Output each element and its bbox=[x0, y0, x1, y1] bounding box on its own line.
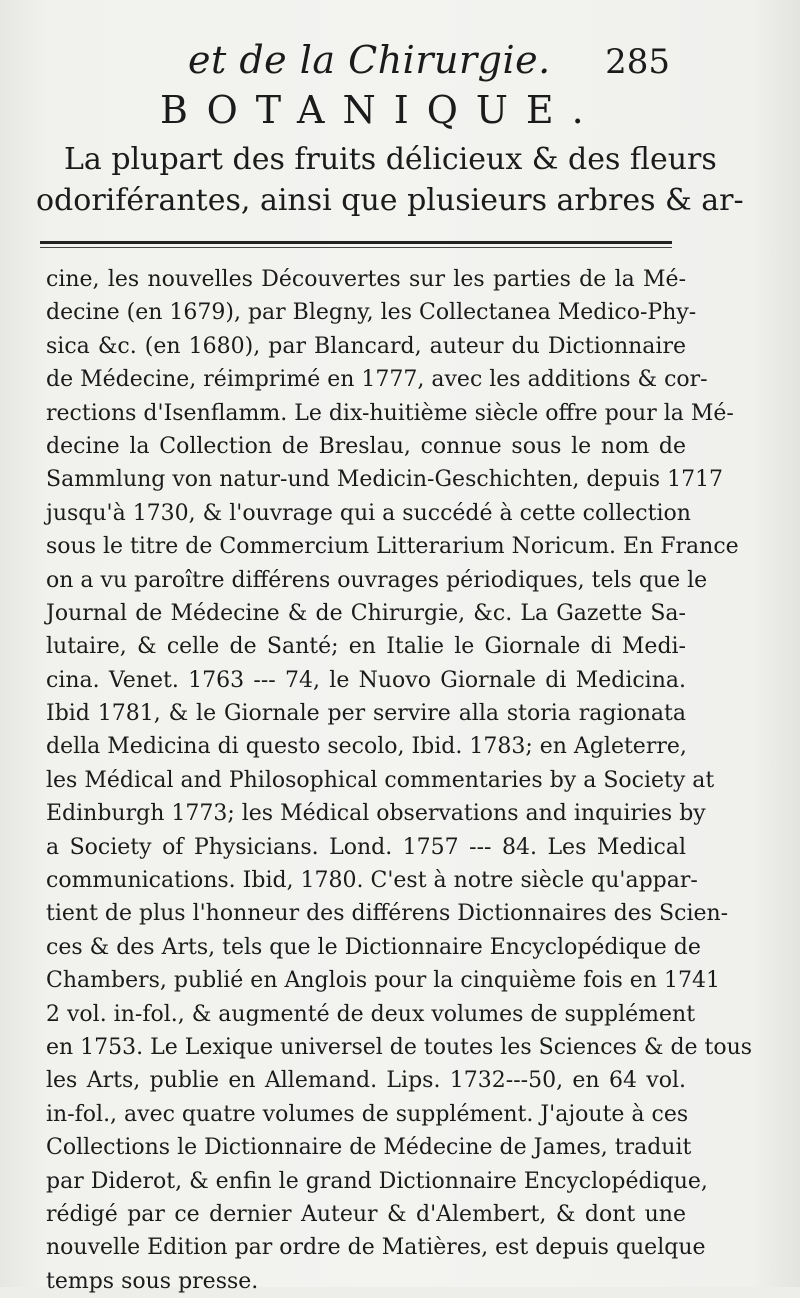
upper-text-line: odoriférantes, ainsi que plusieurs arbres & ar- bbox=[36, 183, 744, 218]
text-line: en 1753. Le Lexique universel de toutes les Sciences & de tous bbox=[46, 1034, 753, 1060]
text-line: cine, les nouvelles Découvertes sur les parties de la Mé- bbox=[46, 267, 686, 292]
text-line: della Medicina di questo secolo, Ibid. 1783; en Agleterre, bbox=[46, 734, 687, 760]
text-line: ces & des Arts, tels que le Dictionnaire Encyclopédique de bbox=[46, 934, 701, 960]
body-text bbox=[46, 263, 753, 1298]
text-line: Ibid 1781, & le Giornale per servire alla storia ragionata bbox=[46, 701, 686, 727]
section-divider bbox=[40, 241, 672, 244]
text-line: in-fol., avec quatre volumes de supplément. J'ajoute à ces bbox=[46, 1101, 689, 1127]
text-line: 2 vol. in-fol., & augmenté de deux volumes de supplément bbox=[46, 1001, 696, 1027]
running-title: et de la Chirurgie. bbox=[188, 38, 551, 82]
upper-text-line: La plupart des fruits délicieux & des fleurs bbox=[64, 142, 717, 177]
section-divider-thin bbox=[40, 247, 672, 248]
text-line: Sammlung von natur-und Medicin-Geschichten, depuis 1717 bbox=[46, 467, 724, 493]
text-line: sous le titre de Commercium Litterarium Noricum. En France bbox=[46, 534, 739, 560]
text-line: temps sous presse. bbox=[46, 1268, 259, 1294]
page-number: 285 bbox=[605, 42, 670, 82]
text-line: les Médical and Philosophical commentaries by a Society at bbox=[46, 767, 715, 793]
text-line: rédigé par ce dernier Auteur & d'Alembert, & dont une bbox=[46, 1201, 686, 1227]
text-line: Edinburgh 1773; les Médical observations and inquiries by bbox=[46, 801, 706, 827]
text-line: par Diderot, & enfin le grand Dictionnaire Encyclopédique, bbox=[46, 1168, 708, 1194]
text-line: rections d'Isenflamm. Le dix-huitième siècle offre pour la Mé- bbox=[46, 400, 734, 426]
text-line: jusqu'à 1730, & l'ouvrage qui a succédé à cette collection bbox=[46, 500, 691, 526]
text-line: Chambers, publié en Anglois pour la cinquième fois en 1741 bbox=[46, 968, 720, 994]
text-line: lutaire, & celle de Santé; en Italie le Giornale di Medi- bbox=[46, 634, 686, 660]
text-line: sica &c. (en 1680), par Blancard, auteur du Dictionnaire bbox=[46, 333, 686, 359]
text-line: decine (en 1679), par Blegny, les Collectanea Medico-Phy- bbox=[46, 300, 697, 326]
text-line: Journal de Médecine & de Chirurgie, &c. La Gazette Sa- bbox=[46, 600, 686, 626]
text-line: Collections le Dictionnaire de Médecine de James, traduit bbox=[46, 1135, 692, 1161]
text-line: les Arts, publie en Allemand. Lips. 1732---50, en 64 vol. bbox=[46, 1068, 686, 1094]
text-line: tient de plus l'honneur des différens Dictionnaires des Scien- bbox=[46, 901, 729, 927]
text-line: a Society of Physicians. Lond. 1757 --- 84. Les Medical bbox=[46, 834, 686, 860]
text-line: communications. Ibid, 1780. C'est à notre siècle qu'appar- bbox=[46, 868, 698, 894]
text-line: de Médecine, réimprimé en 1777, avec les additions & cor- bbox=[46, 367, 708, 393]
text-line: on a vu paroître différens ouvrages périodiques, tels que le bbox=[46, 567, 708, 593]
text-line: nouvelle Edition par ordre de Matières, est depuis quelque bbox=[46, 1235, 706, 1261]
text-line: decine la Collection de Breslau, connue sous le nom de bbox=[46, 433, 686, 459]
section-title: BOTANIQUE. bbox=[160, 88, 602, 132]
text-line: cina. Venet. 1763 --- 74, le Nuovo Giornale di Medicina. bbox=[46, 667, 686, 693]
